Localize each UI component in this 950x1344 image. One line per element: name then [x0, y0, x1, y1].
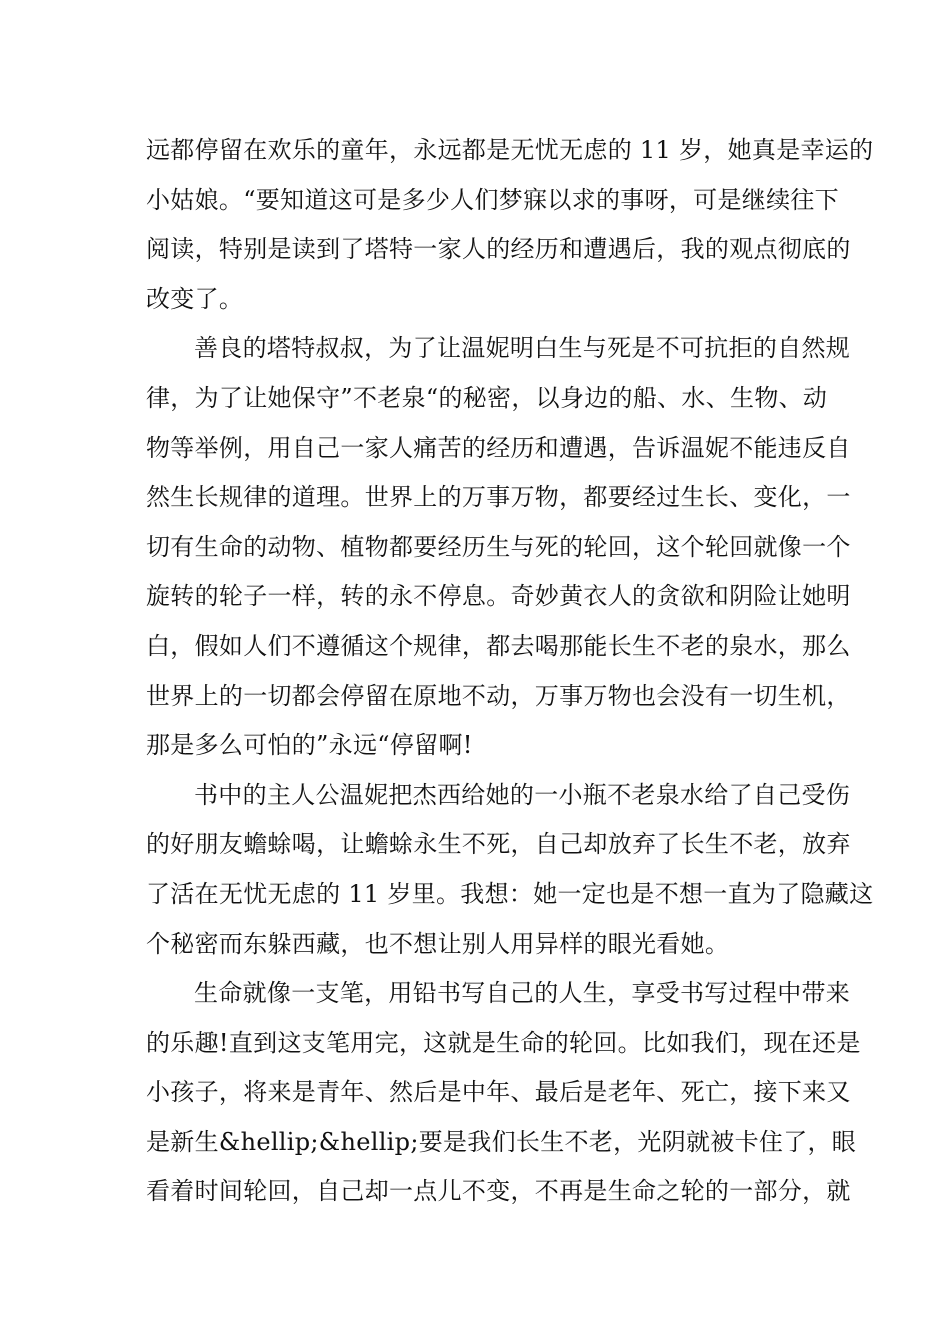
paragraph [146, 126, 874, 324]
text-line: 切有生命的动物、植物都要经历生与死的轮回，这个轮回就像一个 [146, 532, 851, 561]
paragraph [146, 969, 861, 1217]
text-line: 改变了。 [146, 284, 244, 313]
paragraph [146, 324, 851, 770]
text-line: 是新生&hellip;&hellip;要是我们长生不老，光阴就被卡住了，眼 [146, 1127, 857, 1156]
text-line: 律，为了让她保守”不老泉“的秘密，以身边的船、水、生物、动 [146, 383, 828, 412]
document-body [146, 126, 874, 1217]
text-line: 个秘密而东躲西藏，也不想让别人用异样的眼光看她。 [146, 929, 730, 958]
text-line: 阅读，特别是读到了塔特一家人的经历和遭遇后，我的观点彻底的 [146, 235, 851, 264]
text-line: 物等举例，用自己一家人痛苦的经历和遭遇，告诉温妮不能违反自 [146, 433, 851, 462]
text-line: 书中的主人公温妮把杰西给她的一小瓶不老泉水给了自己受伤 [194, 780, 851, 809]
text-line: 白，假如人们不遵循这个规律，都去喝那能长生不老的泉水，那么 [146, 631, 851, 660]
text-line: 了活在无忧无虑的 11 岁里。我想：她一定也是不想一直为了隐藏这 [146, 879, 874, 908]
text-line: 世界上的一切都会停留在原地不动，万事万物也会没有一切生机， [146, 681, 851, 710]
text-line: 小孩子，将来是青年、然后是中年、最后是老年、死亡，接下来又 [146, 1078, 851, 1107]
text-line: 旋转的轮子一样，转的永不停息。奇妙黄衣人的贪欲和阴险让她明 [146, 582, 851, 611]
text-line: 生命就像一支笔，用铅书写自己的人生，享受书写过程中带来 [194, 979, 851, 1008]
text-line: 小姑娘。“要知道这可是多少人们梦寐以求的事呀，可是继续往下 [146, 185, 839, 214]
text-line: 的好朋友蟾蜍喝，让蟾蜍永生不死，自己却放弃了长生不老，放弃 [146, 830, 851, 859]
paragraph [146, 771, 874, 969]
text-line: 远都停留在欢乐的童年，永远都是无忧无虑的 11 岁，她真是幸运的 [146, 136, 874, 164]
text-line: 善良的塔特叔叔，为了让温妮明白生与死是不可抗拒的自然规 [194, 334, 851, 363]
text-line: 然生长规律的道理。世界上的万事万物，都要经过生长、变化，一 [146, 483, 851, 512]
text-line: 的乐趣!直到这支笔用完，这就是生命的轮回。比如我们，现在还是 [146, 1028, 861, 1057]
text-line: 那是多么可怕的”永远“停留啊! [146, 731, 473, 760]
text-line: 看着时间轮回，自己却一点儿不变，不再是生命之轮的一部分，就 [146, 1177, 851, 1206]
